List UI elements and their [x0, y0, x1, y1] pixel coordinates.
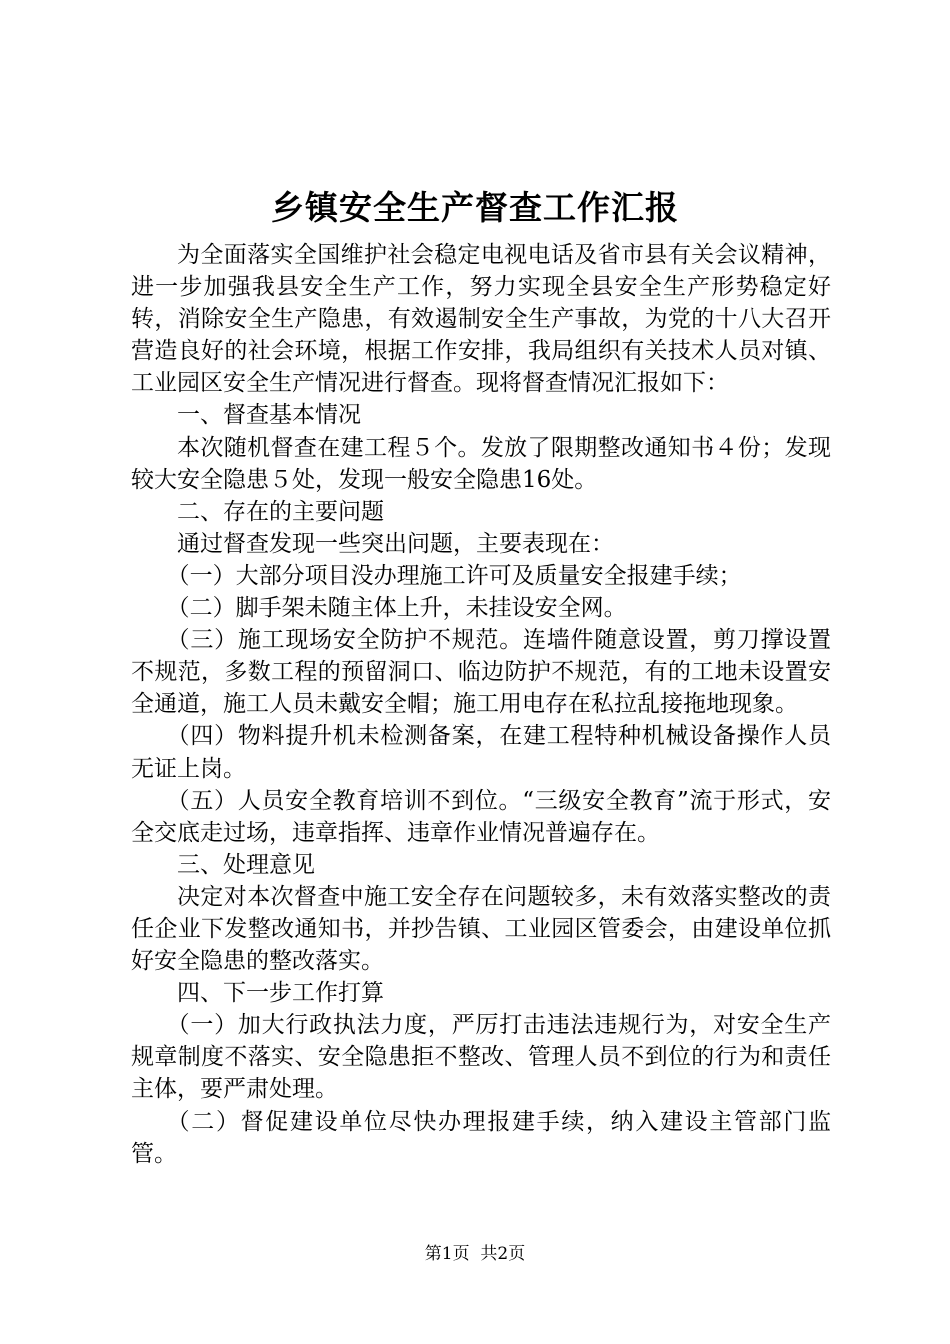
page-total: 共2页 [480, 1244, 526, 1264]
problem-item-3: （三）施工现场安全防护不规范。连墙件随意设置，剪刀撑设置不规范，多数工程的预留洞口、临边防护不规范，有的工地未设置安全通道，施工人员未戴安全帽；施工用电存在私拉乱接拖地现象。 [131, 627, 831, 718]
problem-item-2: （二）脚手架未随主体上升，未挂设安全网。 [166, 595, 627, 622]
plan-item-1: （一）加大行政执法力度，严厉打击违法违规行为，对安全生产规章制度不落实、安全隐患拒不整改、管理人员不到位的行为和责任主体，要严肃处理。 [131, 1012, 831, 1103]
problem-item-1: （一）大部分项目没办理施工许可及质量安全报建手续； [166, 562, 742, 589]
paragraph-problems-intro: 通过督查发现一些突出问题，主要表现在： [177, 530, 614, 557]
paragraph-handling: 决定对本次督查中施工安全存在问题较多，未有效落实整改的责任企业下发整改通知书，并抄告镇、工业园区管委会，由建设单位抓好安全隐患的整改落实。 [131, 883, 831, 975]
page-number: 第1页 [424, 1244, 470, 1264]
page-footer [0, 1243, 950, 1265]
section-heading-1: 一、督查基本情况 [177, 402, 361, 429]
section-heading-2: 二、存在的主要问题 [177, 498, 384, 525]
document-body [131, 239, 831, 1170]
section-heading-4: 四、下一步工作打算 [177, 980, 384, 1007]
plan-item-2: （二）督促建设单位尽快办理报建手续，纳入建设主管部门监管。 [131, 1108, 831, 1167]
paragraph-basic-situation: 本次随机督查在建工程５个。发放了限期整改通知书４份；发现较大安全隐患５处，发现一般安全隐患16处。 [131, 434, 831, 493]
document-title: 乡镇安全生产督查工作汇报 [271, 188, 679, 227]
paragraph-intro: 为全面落实全国维护社会稳定电视电话及省市县有关会议精神，进一步加强我县安全生产工作，努力实现全县安全生产形势稳定好转，消除安全生产隐患，有效遏制安全生产事故，为党的十八大召开营造良好的社会环境，根据工作安排，我局组织有关技术人员对镇、工业园区安全生产情况进行督查。现将督查情况汇报如下： [131, 242, 831, 397]
problem-item-5: （五）人员安全教育培训不到位。“三级安全教育”流于形式，安全交底走过场，违章指挥、违章作业情况普遍存在。 [131, 787, 831, 846]
section-heading-3: 三、处理意见 [177, 851, 315, 878]
problem-item-4: （四）物料提升机未检测备案，在建工程特种机械设备操作人员无证上岗。 [131, 723, 831, 782]
